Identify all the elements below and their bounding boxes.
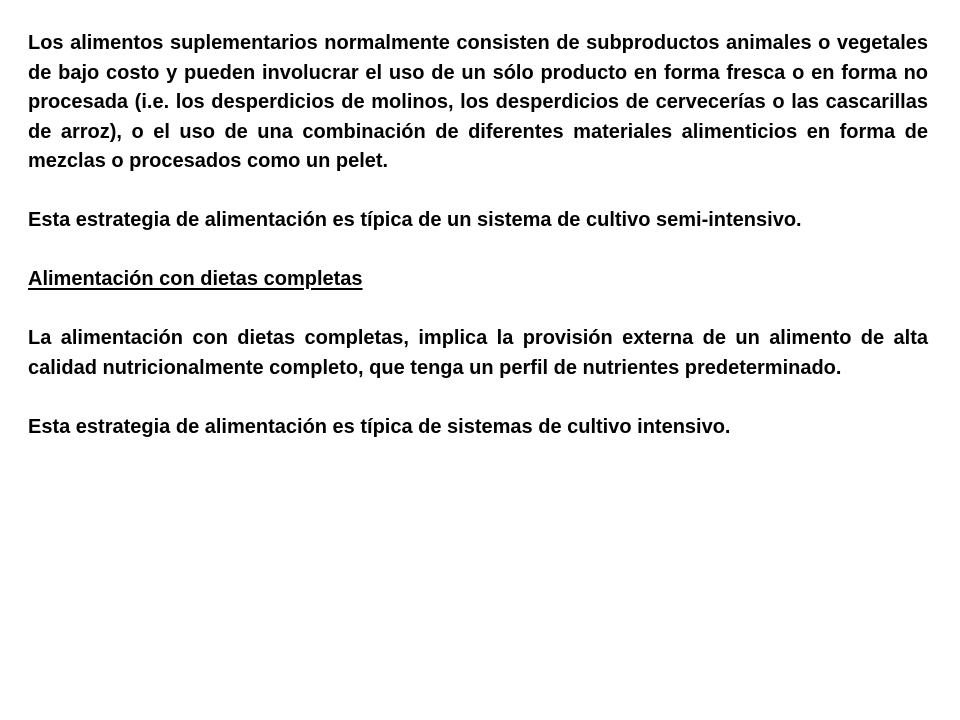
paragraph-intensive: Esta estrategia de alimentación es típica de sistemas de cultivo intensivo. — [28, 415, 731, 438]
paragraph-complete-diets: La alimentación con dietas completas, implica la provisión externa de un alimento de alta calidad nutricionalmente completo, que tenga un perfil de nutrientes predeterminado. — [28, 327, 928, 379]
text-body — [28, 29, 928, 442]
section-heading: Alimentación con dietas completas — [28, 268, 363, 290]
paragraph-semi-intensive: Esta estrategia de alimentación es típica de un sistema de cultivo semi-intensivo. — [28, 209, 802, 231]
paragraph-supplementary-feeds: Los alimentos suplementarios normalmente consisten de subproductos animales o vegetales de bajo costo y pueden involucrar el uso de un sólo producto en forma fresca o en forma no procesada (i.e. los desperdicios de molinos, los desperdicios de cervecerías o las cascarillas de arroz), o el uso de una combinación de diferentes materiales alimenticios en forma de mezclas o procesados como un pelet. — [28, 32, 928, 172]
